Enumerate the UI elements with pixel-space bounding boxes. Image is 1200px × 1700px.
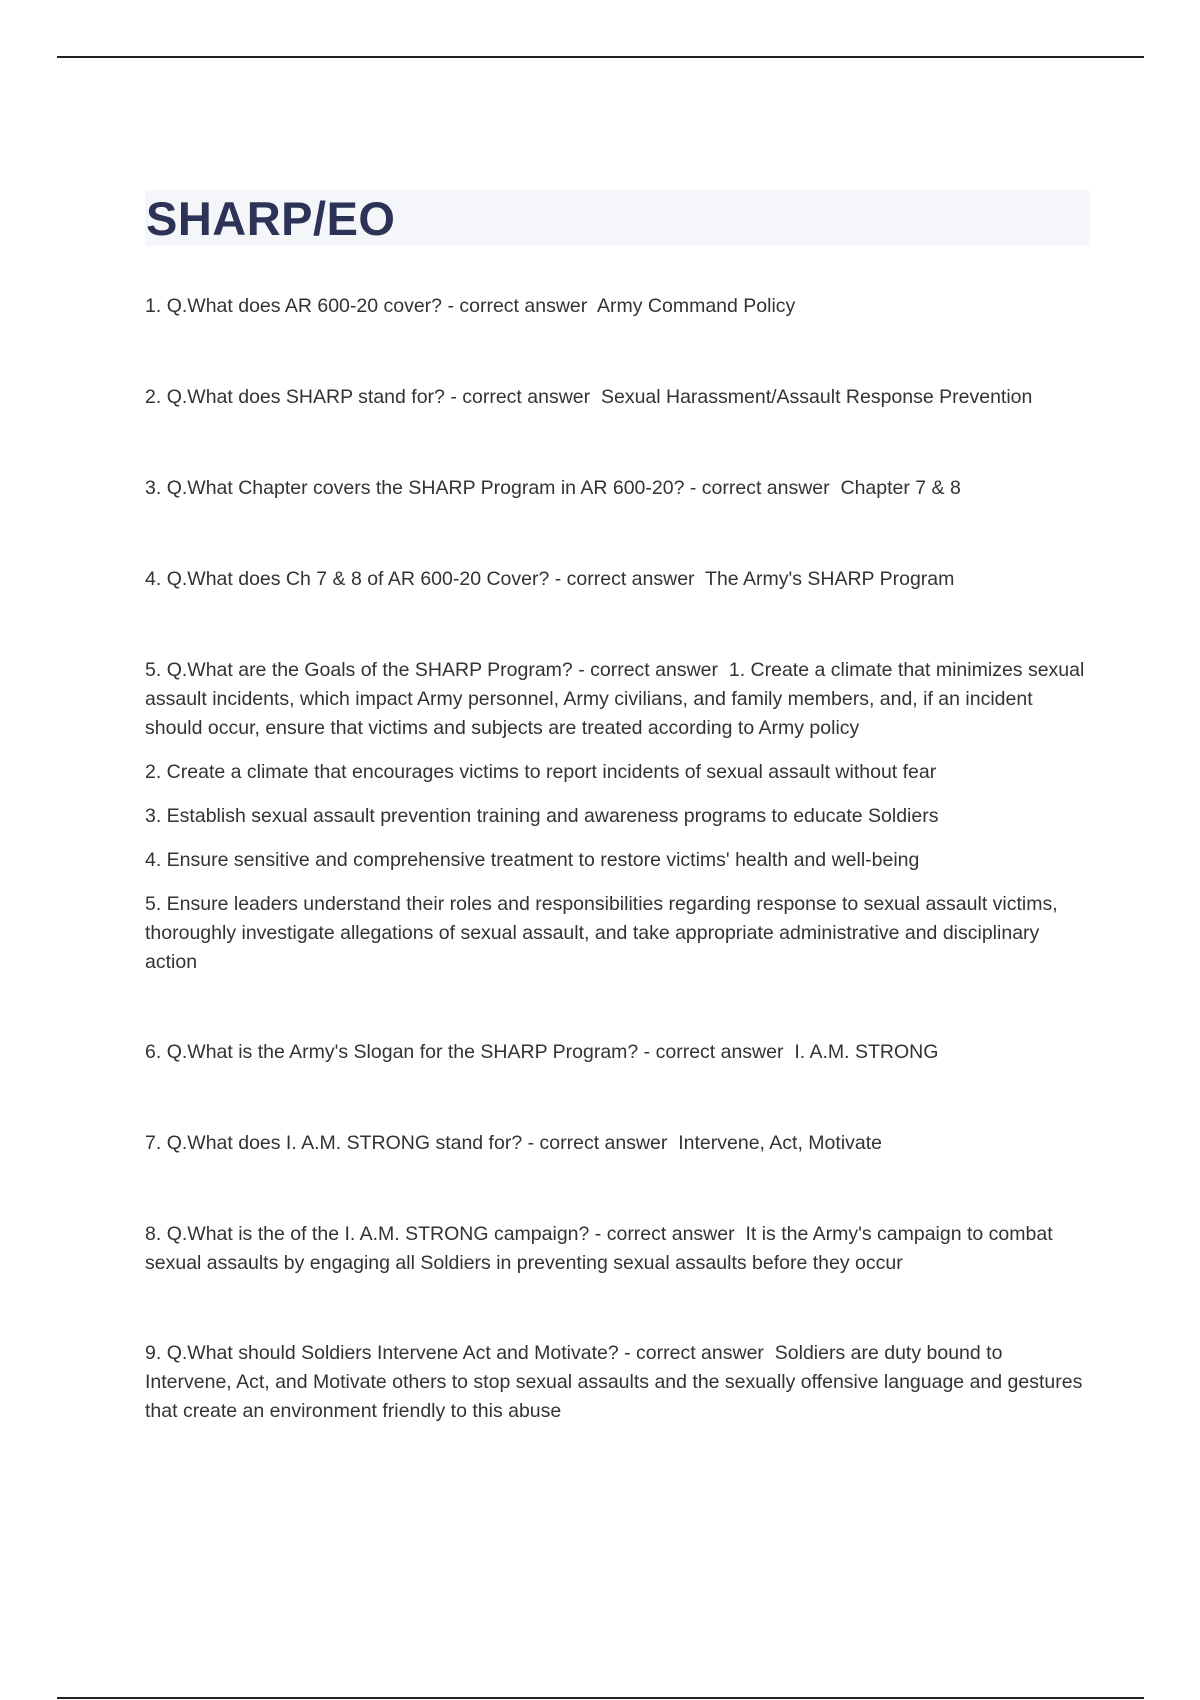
question-text: Q.What Chapter covers the SHARP Program in AR 600-20? bbox=[166, 477, 685, 499]
qa-item-4 bbox=[145, 565, 1090, 594]
qa-item-5 bbox=[145, 656, 1090, 743]
answer-text: Soldiers are duty bound to Intervene, Act, and Motivate others to stop sexual assaults and the sexually offensive language and gestures that create an environment friendly to this abuse bbox=[145, 1342, 1083, 1422]
question-number: 9 . bbox=[145, 1342, 167, 1364]
top-divider bbox=[57, 56, 1144, 58]
goal-line-2: 2. Create a climate that encourages victims to report incidents of sexual assault without fear bbox=[145, 761, 937, 783]
question-text: Q.What is the of the I. A.M. STRONG campaign? bbox=[166, 1223, 590, 1245]
question-text: Q.What does I. A.M. STRONG stand for? bbox=[166, 1132, 523, 1154]
answer-text: Sexual Harassment/Assault Response Prevention bbox=[600, 386, 1033, 408]
qa-item-7 bbox=[145, 1129, 1090, 1158]
goal-line-4: 4. Ensure sensitive and comprehensive treatment to restore victims' health and well-being bbox=[145, 849, 920, 871]
question-number: 8 . bbox=[145, 1223, 167, 1245]
question-text: Q.What does Ch 7 & 8 of AR 600-20 Cover? bbox=[166, 568, 550, 590]
question-text: Q.What are the Goals of the SHARP Program? bbox=[166, 659, 573, 681]
question-number: 3 . bbox=[145, 477, 167, 499]
answer-text: I. A.M. STRONG bbox=[794, 1041, 939, 1063]
answer-label: correct answer bbox=[606, 1223, 735, 1245]
answer-label: correct answer bbox=[462, 386, 591, 408]
answer-label: correct answer bbox=[655, 1041, 784, 1063]
question-number: 1 . bbox=[145, 295, 167, 317]
page-title: SHARP/EO bbox=[146, 192, 396, 245]
qa-item-6 bbox=[145, 1038, 1090, 1067]
question-number: 2 . bbox=[145, 386, 167, 408]
question-number: 5 . bbox=[145, 659, 167, 681]
answer-text: 1. Create a climate that minimizes sexual assault incidents, which impact Army personnel, Army civilians, and family members, and, if an incident should occur, ensure that victims and subjects are treated according to Army policy bbox=[145, 659, 1085, 739]
qa-item-3 bbox=[145, 474, 1090, 503]
goal-line-3: 3. Establish sexual assault prevention training and awareness programs to educate Soldiers bbox=[145, 805, 939, 827]
answer-label: correct answer bbox=[701, 477, 830, 499]
answer-label: correct answer bbox=[566, 568, 695, 590]
answer-label: correct answer bbox=[636, 1342, 764, 1364]
answer-text: It is the Army's campaign to combat sexual assaults by engaging all Soldiers in preventing sexual assaults before they occur bbox=[145, 1223, 1053, 1274]
question-text: Q.What is the Army's Slogan for the SHARP Program? bbox=[166, 1041, 639, 1063]
bottom-divider bbox=[57, 1697, 1144, 1699]
qa-list bbox=[145, 292, 1090, 1426]
answer-text: The Army's SHARP Program bbox=[705, 568, 955, 590]
answer-text: Chapter 7 & 8 bbox=[840, 477, 961, 499]
answer-text: Intervene, Act, Motivate bbox=[678, 1132, 883, 1154]
question-number: 4 . bbox=[145, 568, 167, 590]
qa-item-8 bbox=[145, 1220, 1090, 1278]
question-text: Q.What does SHARP stand for? bbox=[166, 386, 445, 408]
question-text: Q.What does AR 600-20 cover? bbox=[166, 295, 443, 317]
qa-item-9 bbox=[145, 1339, 1090, 1426]
question-text: Q.What should Soldiers Intervene Act and Motivate? bbox=[166, 1342, 619, 1364]
qa-item-2 bbox=[145, 383, 1090, 412]
qa-item-1 bbox=[145, 292, 1090, 321]
answer-label: correct answer bbox=[459, 295, 588, 317]
answer-label: correct answer bbox=[590, 659, 718, 681]
question-number: 7 . bbox=[145, 1132, 167, 1154]
answer-text: Army Command Policy bbox=[597, 295, 796, 317]
goal-line-5: 5. Ensure leaders understand their roles and responsibilities regarding response to sexual assault victims, thoroughly investigate allegations of sexual assault, and take appropriate administrative and disciplinary action bbox=[145, 893, 1058, 973]
answer-label: correct answer bbox=[539, 1132, 668, 1154]
question-number: 6 . bbox=[145, 1041, 167, 1063]
